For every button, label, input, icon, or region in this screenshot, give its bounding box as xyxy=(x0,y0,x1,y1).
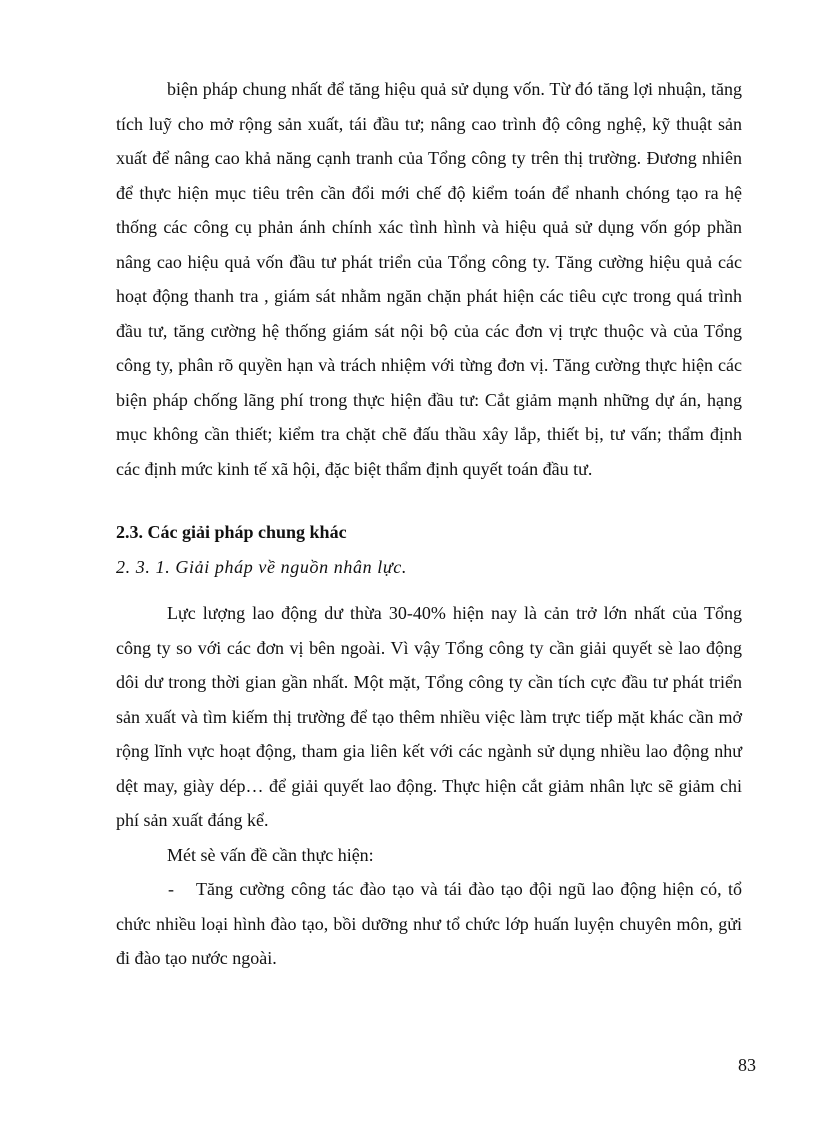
section-heading: 2.3. Các giải pháp chung khác xyxy=(116,522,347,542)
body-paragraph xyxy=(116,72,742,486)
page-number: 83 xyxy=(738,1055,756,1075)
intro-paragraph-text: biện pháp chung nhất để tăng hiệu quả sử dụng vốn. Từ đó tăng lợi nhuận, tăng tích luỹ cho mở rộng sản xuất, tái đầu tư; nâng cao trình độ công nghệ, kỹ thuật sản xuất để nâng cao khả năng cạnh tranh của Tổng công ty trên thị trường. Đương nhiên để thực hiện mục tiêu trên cần đổi mới chế độ kiểm toán để nhanh chóng tạo ra hệ thống các công cụ phản ánh chính xác tình hình và hiệu quả sử dụng vốn góp phần nâng cao hiệu quả vốn đầu tư phát triển của Tổng công ty. Tăng cường hiệu quả các hoạt động thanh tra , giám sát nhằm ngăn chặn phát hiện các tiêu cực trong quá trình đầu tư, tăng cường hệ thống giám sát nội bộ của các đơn vị trực thuộc và của Tổng công ty, phân rõ quyền hạn và trách nhiệm với từng đơn vị. Tăng cường thực hiện các biện pháp chống lãng phí trong thực hiện đầu tư: Cắt giảm mạnh những dự án, hạng mục không cần thiết; kiểm tra chặt chẽ đấu thầu xây lắp, thiết bị, tư vấn; thẩm định các định mức kinh tế xã hội, đặc biệt thẩm định quyết toán đầu tư. xyxy=(116,79,742,479)
document-page xyxy=(116,72,742,976)
bullet-item xyxy=(116,872,742,976)
subsection-heading: 2. 3. 1. Giải pháp về nguồn nhân lực. xyxy=(116,556,407,577)
labor-paragraph: Lực lượng lao động dư thừa 30-40% hiện nay là cản trở lớn nhất của Tổng công ty so với các đơn vị bên ngoài. Vì vậy Tổng công ty cần giải quyết sè lao động dôi dư trong thời gian gần nhất. Một mặt, Tổng công ty cần tích cực đầu tư phát triển sản xuất và tìm kiếm thị trường để tạo thêm nhiều việc làm trực tiếp mặt khác cần mở rộng lĩnh vực hoạt động, tham gia liên kết với các ngành sử dụng nhiều lao động như dệt may, giày dép… để giải quyết lao động. Thực hiện cắt giảm nhân lực sẽ giảm chi phí sản xuất đáng kể. xyxy=(116,603,742,830)
bullet-text: Tăng cường công tác đào tạo và tái đào tạo đội ngũ lao động hiện có, tổ chức nhiều loại hình đào tạo, bồi dưỡng như tổ chức lớp huấn luyện chuyên môn, gửi đi đào tạo nước ngoài. xyxy=(116,879,742,968)
list-intro: Mét sè vấn đề cần thực hiện: xyxy=(167,844,374,865)
bullet-mark: - xyxy=(168,879,174,899)
